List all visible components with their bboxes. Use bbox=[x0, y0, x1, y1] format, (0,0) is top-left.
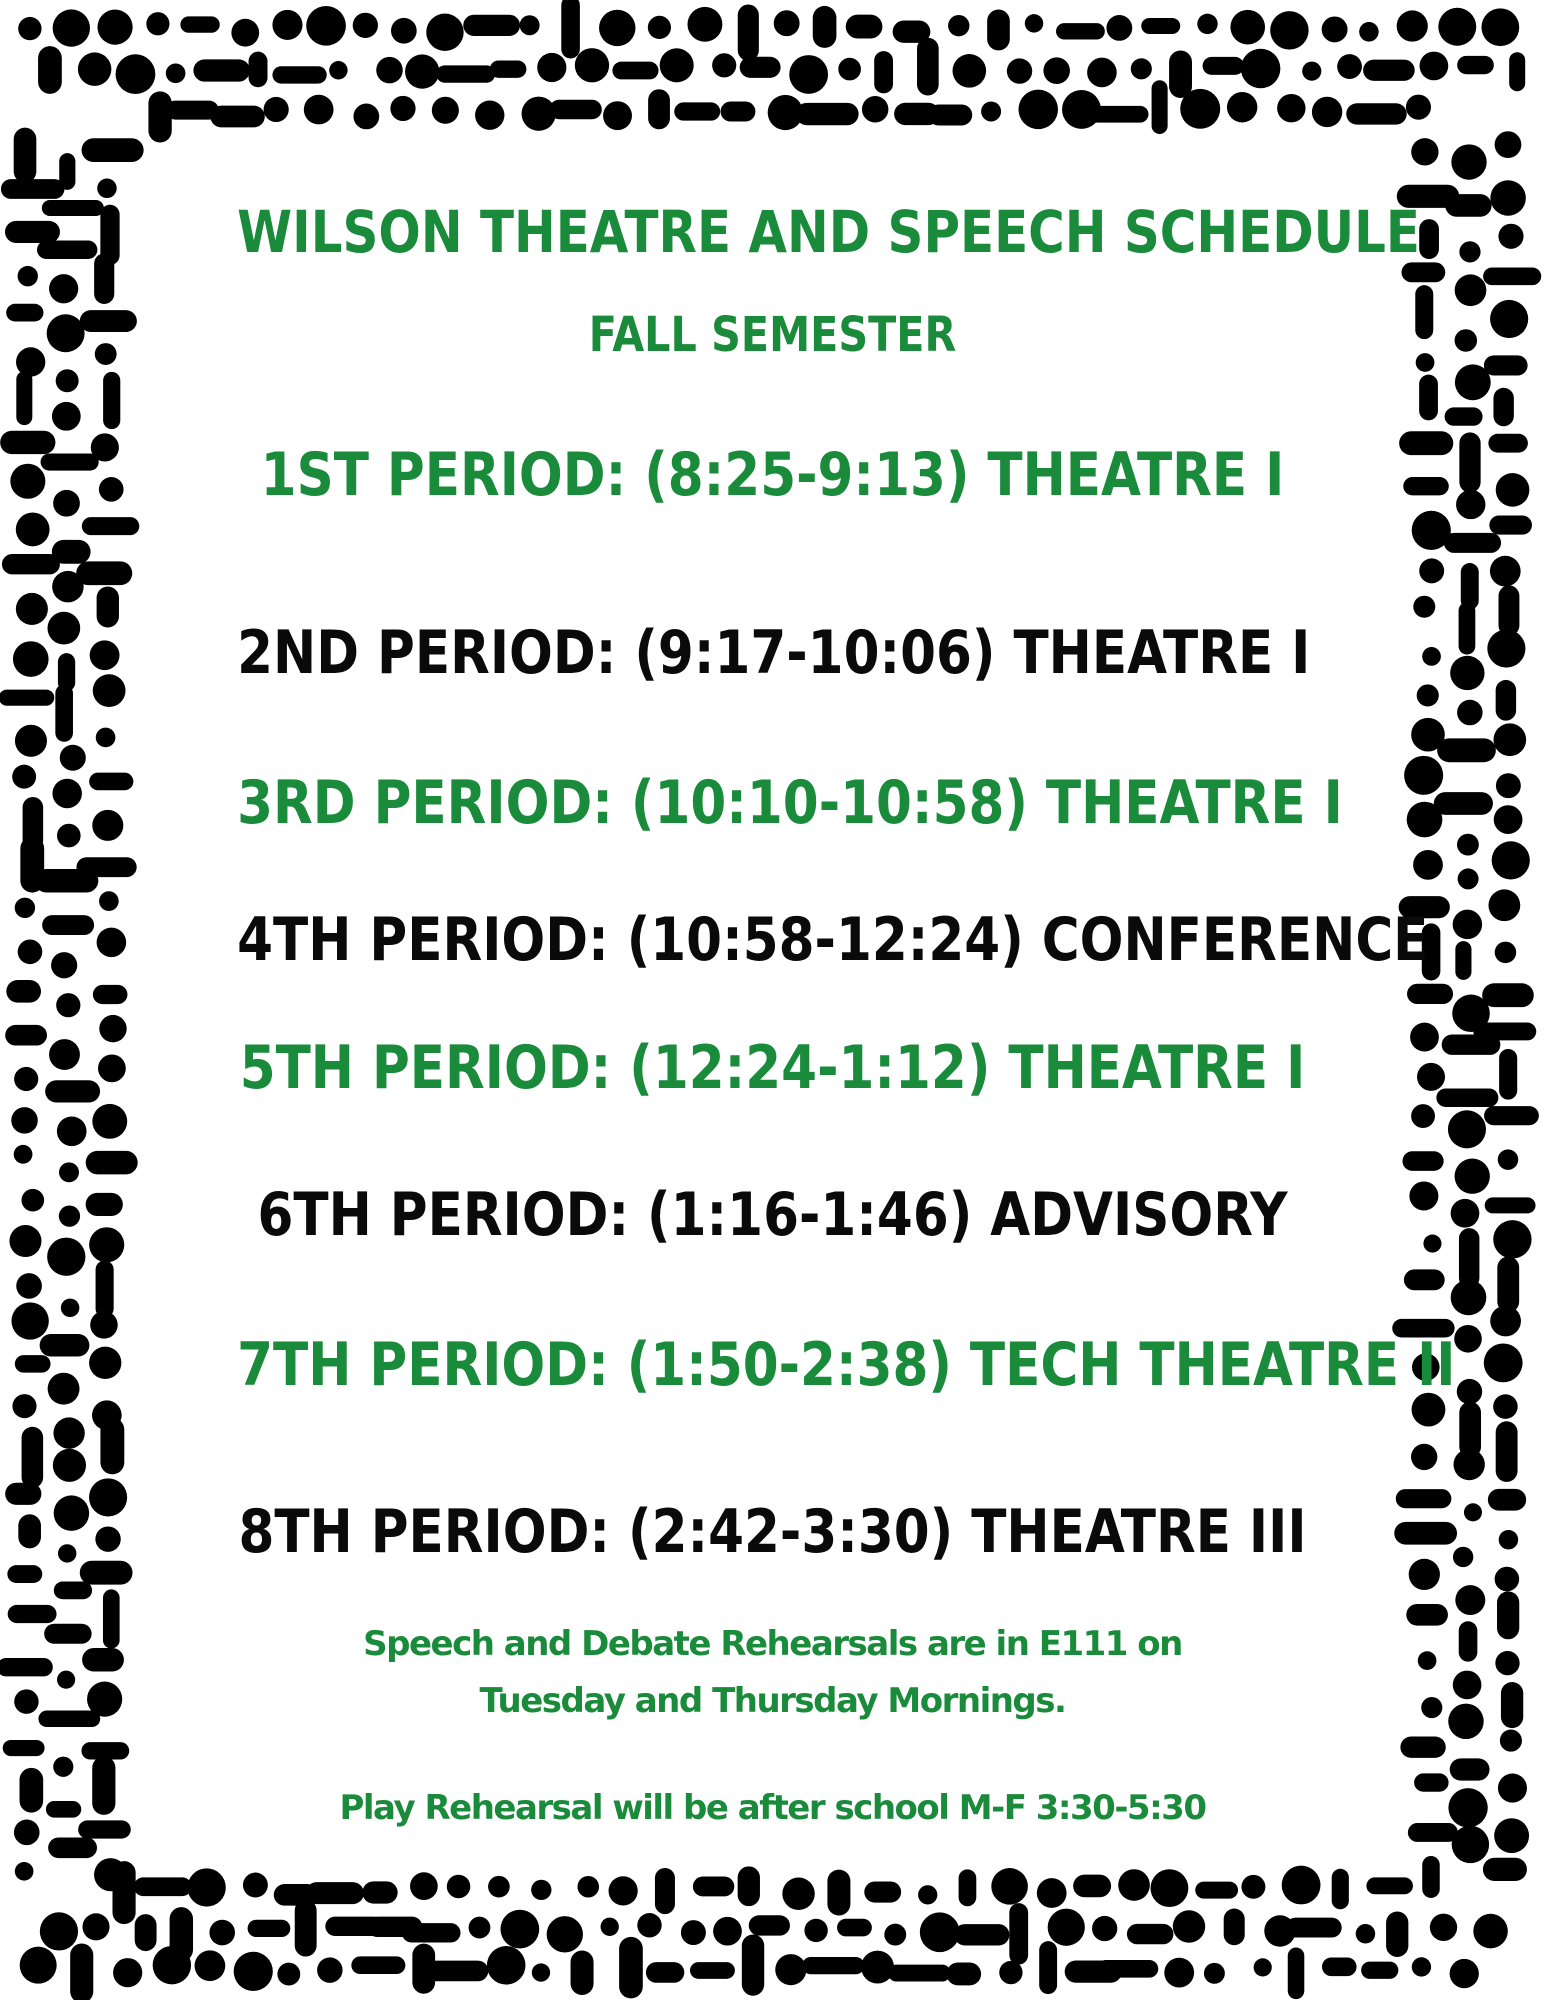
page-subtitle: FALL SEMESTER bbox=[588, 307, 957, 363]
period-8: 8TH PERIOD: (2:42-3:30) THEATRE III bbox=[238, 1497, 1307, 1567]
play-rehearsal-note: Play Rehearsal will be after school M-F 3:30-5:30 bbox=[339, 1788, 1206, 1828]
period-6: 6TH PERIOD: (1:16-1:46) ADVISORY bbox=[257, 1180, 1288, 1250]
period-2: 2ND PERIOD: (9:17-10:06) THEATRE I bbox=[237, 618, 1311, 688]
period-3: 3RD PERIOD: (10:10-10:58) THEATRE I bbox=[237, 768, 1343, 838]
speech-debate-note-line-1: Speech and Debate Rehearsals are in E111 on bbox=[363, 1624, 1182, 1664]
period-7: 7TH PERIOD: (1:50-2:38) TECH THEATRE II bbox=[237, 1330, 1456, 1400]
page-title: WILSON THEATRE AND SPEECH SCHEDULE bbox=[237, 198, 1420, 266]
period-5: 5TH PERIOD: (12:24-1:12) THEATRE I bbox=[239, 1033, 1306, 1103]
period-1: 1ST PERIOD: (8:25-9:13) THEATRE I bbox=[260, 440, 1285, 510]
speech-debate-note-line-2: Tuesday and Thursday Mornings. bbox=[479, 1681, 1066, 1721]
period-4: 4TH PERIOD: (10:58-12:24) CONFERENCE bbox=[237, 905, 1429, 975]
